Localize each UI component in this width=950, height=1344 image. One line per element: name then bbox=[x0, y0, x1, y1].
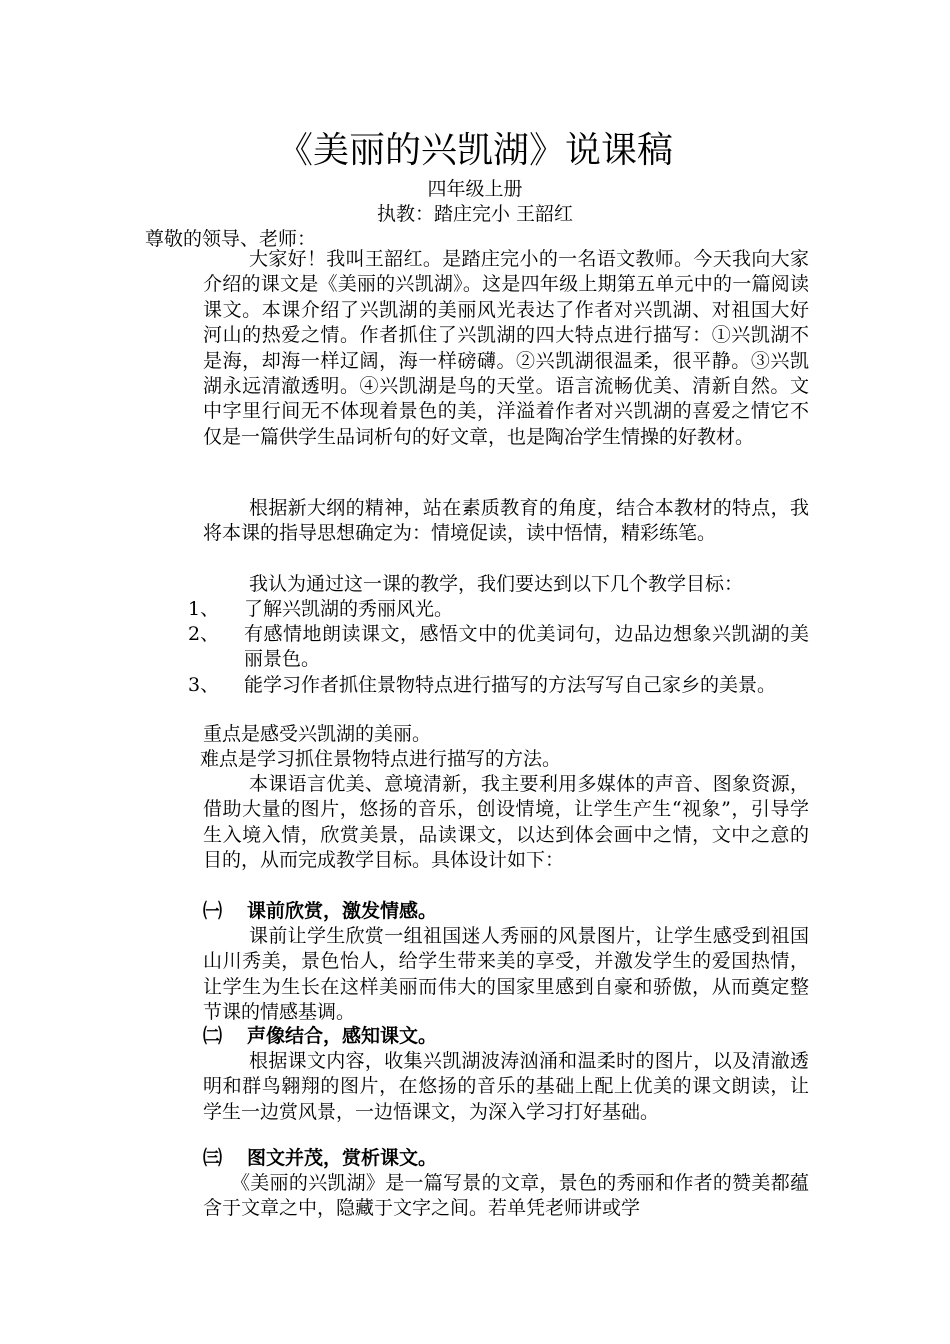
goal-text: 有感情地朗读课文，感悟文中的优美词句，边品边想象兴凯湖的美丽景色。 bbox=[244, 623, 809, 671]
grade-label: 四年级上册 bbox=[427, 178, 523, 200]
goal-number: 2、 bbox=[188, 623, 220, 645]
document-title: 《美丽的兴凯湖》说课稿 bbox=[276, 130, 673, 171]
difficulty: 难点是学习抓住景物特点进行描写的方法。 bbox=[200, 748, 562, 770]
goal-number: 1、 bbox=[188, 598, 220, 620]
goal-number: 3、 bbox=[188, 674, 220, 696]
section-body: 根据课文内容，收集兴凯湖波涛汹涌和温柔时的图片，以及清澈透明和群鸟翱翔的图片，在悠扬的音乐的基础上配上优美的课文朗读，让学生一边赏风景，一边悟课文，为深入学习打好基础。 bbox=[203, 1050, 809, 1123]
section-title: 图文并茂，赏析课文。 bbox=[247, 1147, 438, 1169]
goals-intro: 我认为通过这一课的教学，我们要达到以下几个教学目标： bbox=[249, 573, 744, 595]
goal-text: 了解兴凯湖的秀丽风光。 bbox=[244, 598, 454, 620]
teacher-label: 执教：踏庄完小 王韶红 bbox=[376, 203, 574, 225]
goal-item bbox=[188, 673, 809, 698]
greeting: 尊敬的领导、老师： bbox=[145, 228, 317, 250]
guiding-paragraph: 根据新大纲的精神，站在素质教育的角度，结合本教材的特点，我将本课的指导思想确定为：情境促读，读中悟情，精彩练笔。 bbox=[203, 497, 809, 545]
section-title: 课前欣赏，激发情感。 bbox=[247, 900, 438, 922]
goal-text: 能学习作者抓住景物特点进行描写的方法写写自己家乡的美景。 bbox=[244, 674, 777, 696]
section-marker: ㈡ bbox=[203, 1025, 223, 1047]
section-body: 《美丽的兴凯湖》是一篇写景的文章，景色的秀丽和作者的赞美都蕴含于文章之中，隐藏于文字之间。若单凭老师讲或学 bbox=[203, 1172, 809, 1220]
intro-paragraph: 大家好！我叫王韶红。是踏庄完小的一名语文教师。今天我向大家介绍的课文是《美丽的兴凯湖》。这是四年级上期第五单元中的一篇阅读课文。本课介绍了兴凯湖的美丽风光表达了作者对兴凯湖、对祖国大好河山的热爱之情。作者抓住了兴凯湖的四大特点进行描写：①兴凯湖不是海，却海一样辽阔，海一样磅礴。②兴凯湖很温柔，很平静。③兴凯湖永远清澈透明。④兴凯湖是鸟的天堂。语言流畅优美、清新自然。文中字里行间无不体现着景色的美，洋溢着作者对兴凯湖的喜爱之情它不仅是一篇供学生品词析句的好文章，也是陶冶学生情操的好教材。 bbox=[203, 248, 809, 448]
design-paragraph: 本课语言优美、意境清新，我主要利用多媒体的声音、图象资源，借助大量的图片，悠扬的音乐，创设情境，让学生产生“视象”，引导学生入境入情，欣赏美景，品读课文，以达到体会画中之情，文中之意的目的，从而完成教学目标。具体设计如下： bbox=[203, 773, 809, 872]
section-title: 声像结合，感知课文。 bbox=[247, 1025, 438, 1047]
goal-item bbox=[188, 622, 809, 673]
section-marker: ㈠ bbox=[203, 900, 223, 922]
section-heading bbox=[203, 1024, 437, 1049]
section-heading bbox=[203, 1146, 437, 1171]
section-body: 课前让学生欣赏一组祖国迷人秀丽的风景图片，让学生感受到祖国山川秀美，景色怡人，给学生带来美的享受，并激发学生的爱国热情，让学生为生长在这样美丽而伟大的国家里感到自豪和骄傲，从而奠定整节课的情感基调。 bbox=[203, 925, 809, 1024]
goal-item bbox=[188, 597, 809, 622]
key-point: 重点是感受兴凯湖的美丽。 bbox=[203, 723, 432, 745]
section-heading bbox=[203, 899, 437, 924]
section-marker: ㈢ bbox=[203, 1147, 223, 1169]
